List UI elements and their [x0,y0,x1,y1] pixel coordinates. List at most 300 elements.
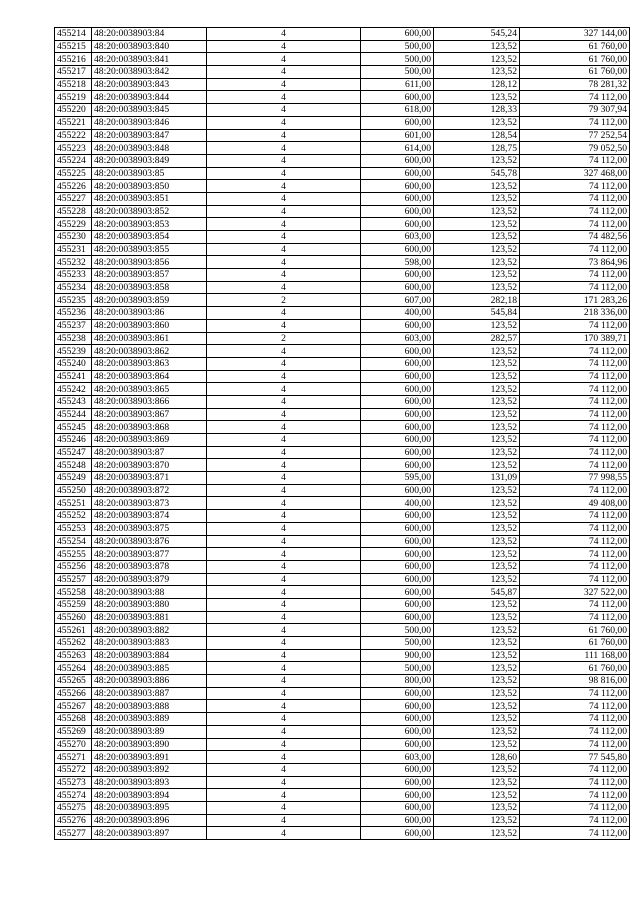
table-row [55,421,630,434]
row-id-cell: 455236 [55,307,92,320]
table-row [55,738,630,751]
specific-value-cell: 123,52 [434,560,520,573]
cadastral-cost-cell: 74 112,00 [520,395,630,408]
cadastral-cost-cell: 74 112,00 [520,180,630,193]
specific-value-cell: 123,52 [434,573,520,586]
cadastral-cost-cell: 74 112,00 [520,408,630,421]
row-id-cell: 455235 [55,294,92,307]
specific-value-cell: 123,52 [434,687,520,700]
cadastral-number-cell: 48:20:0038903:884 [92,649,207,662]
cadastral-number-cell: 48:20:0038903:864 [92,370,207,383]
table-row [55,269,630,282]
area-cell: 500,00 [361,637,434,650]
cadastral-number-cell: 48:20:0038903:875 [92,522,207,535]
category-cell: 4 [207,751,361,764]
table-row [55,725,630,738]
table-row [55,243,630,256]
area-cell: 600,00 [361,535,434,548]
cadastral-cost-cell: 74 112,00 [520,446,630,459]
table-row [55,332,630,345]
cadastral-cost-cell: 74 112,00 [520,763,630,776]
row-id-cell: 455249 [55,472,92,485]
table-row [55,91,630,104]
cadastral-number-cell: 48:20:0038903:86 [92,307,207,320]
table-row [55,40,630,53]
cadastral-cost-cell: 218 336,00 [520,307,630,320]
cadastral-number-cell: 48:20:0038903:894 [92,789,207,802]
area-cell: 600,00 [361,421,434,434]
area-cell: 600,00 [361,167,434,180]
category-cell: 4 [207,154,361,167]
row-id-cell: 455247 [55,446,92,459]
category-cell: 2 [207,332,361,345]
row-id-cell: 455243 [55,395,92,408]
category-cell: 4 [207,116,361,129]
category-cell: 4 [207,180,361,193]
row-id-cell: 455252 [55,510,92,523]
category-cell: 4 [207,104,361,117]
category-cell: 4 [207,370,361,383]
cadastral-cost-cell: 74 112,00 [520,269,630,282]
row-id-cell: 455229 [55,218,92,231]
cadastral-number-cell: 48:20:0038903:867 [92,408,207,421]
table-row [55,28,630,41]
cadastral-number-cell: 48:20:0038903:878 [92,560,207,573]
area-cell: 900,00 [361,649,434,662]
cadastral-number-cell: 48:20:0038903:850 [92,180,207,193]
specific-value-cell: 123,52 [434,243,520,256]
specific-value-cell: 545,24 [434,28,520,41]
cadastral-value-table [54,27,630,840]
row-id-cell: 455217 [55,66,92,79]
table-row [55,713,630,726]
specific-value-cell: 123,52 [434,662,520,675]
area-cell: 600,00 [361,154,434,167]
category-cell: 4 [207,345,361,358]
category-cell: 4 [207,78,361,91]
row-id-cell: 455262 [55,637,92,650]
row-id-cell: 455258 [55,586,92,599]
specific-value-cell: 545,84 [434,307,520,320]
area-cell: 601,00 [361,129,434,142]
row-id-cell: 455255 [55,548,92,561]
specific-value-cell: 282,57 [434,332,520,345]
table-row [55,497,630,510]
area-cell: 600,00 [361,522,434,535]
specific-value-cell: 123,52 [434,611,520,624]
cadastral-cost-cell: 74 112,00 [520,357,630,370]
category-cell: 4 [207,421,361,434]
specific-value-cell: 123,52 [434,40,520,53]
specific-value-cell: 123,52 [434,497,520,510]
table-row [55,53,630,66]
cadastral-number-cell: 48:20:0038903:882 [92,624,207,637]
category-cell: 4 [207,218,361,231]
category-cell: 4 [207,611,361,624]
cadastral-number-cell: 48:20:0038903:858 [92,281,207,294]
category-cell: 4 [207,231,361,244]
cadastral-cost-cell: 74 112,00 [520,522,630,535]
cadastral-cost-cell: 79 052,50 [520,142,630,155]
table-row [55,357,630,370]
cadastral-number-cell: 48:20:0038903:844 [92,91,207,104]
table-row [55,662,630,675]
category-cell: 4 [207,624,361,637]
area-cell: 600,00 [361,357,434,370]
category-cell: 4 [207,383,361,396]
row-id-cell: 455239 [55,345,92,358]
row-id-cell: 455260 [55,611,92,624]
specific-value-cell: 128,54 [434,129,520,142]
category-cell: 4 [207,814,361,827]
row-id-cell: 455223 [55,142,92,155]
specific-value-cell: 545,78 [434,167,520,180]
category-cell: 4 [207,205,361,218]
row-id-cell: 455216 [55,53,92,66]
table-row [55,142,630,155]
area-cell: 607,00 [361,294,434,307]
specific-value-cell: 123,52 [434,814,520,827]
area-cell: 600,00 [361,345,434,358]
cadastral-cost-cell: 74 112,00 [520,192,630,205]
cadastral-cost-cell: 74 112,00 [520,91,630,104]
category-cell: 4 [207,281,361,294]
table-row [55,789,630,802]
category-cell: 4 [207,395,361,408]
specific-value-cell: 131,09 [434,472,520,485]
table-row [55,167,630,180]
cadastral-number-cell: 48:20:0038903:860 [92,319,207,332]
specific-value-cell: 123,52 [434,827,520,840]
cadastral-number-cell: 48:20:0038903:879 [92,573,207,586]
table-row [55,776,630,789]
area-cell: 600,00 [361,725,434,738]
area-cell: 603,00 [361,332,434,345]
cadastral-number-cell: 48:20:0038903:859 [92,294,207,307]
table-row [55,231,630,244]
area-cell: 500,00 [361,40,434,53]
row-id-cell: 455269 [55,725,92,738]
specific-value-cell: 123,52 [434,370,520,383]
row-id-cell: 455267 [55,700,92,713]
row-id-cell: 455237 [55,319,92,332]
cadastral-number-cell: 48:20:0038903:861 [92,332,207,345]
cadastral-cost-cell: 74 112,00 [520,700,630,713]
cadastral-cost-cell: 74 112,00 [520,484,630,497]
category-cell: 4 [207,725,361,738]
specific-value-cell: 123,52 [434,675,520,688]
area-cell: 600,00 [361,484,434,497]
specific-value-cell: 123,52 [434,789,520,802]
area-cell: 600,00 [361,814,434,827]
category-cell: 4 [207,192,361,205]
area-cell: 600,00 [361,789,434,802]
row-id-cell: 455273 [55,776,92,789]
specific-value-cell: 123,52 [434,484,520,497]
area-cell: 614,00 [361,142,434,155]
specific-value-cell: 123,52 [434,725,520,738]
cadastral-cost-cell: 74 112,00 [520,789,630,802]
cadastral-number-cell: 48:20:0038903:869 [92,434,207,447]
cadastral-number-cell: 48:20:0038903:842 [92,66,207,79]
cadastral-cost-cell: 74 112,00 [520,345,630,358]
specific-value-cell: 123,52 [434,269,520,282]
row-id-cell: 455276 [55,814,92,827]
cadastral-cost-cell: 74 112,00 [520,281,630,294]
category-cell: 2 [207,294,361,307]
cadastral-cost-cell: 74 112,00 [520,383,630,396]
table-row [55,256,630,269]
table-row [55,510,630,523]
cadastral-cost-cell: 74 112,00 [520,801,630,814]
document-page [54,27,630,840]
row-id-cell: 455232 [55,256,92,269]
specific-value-cell: 123,52 [434,319,520,332]
category-cell: 4 [207,307,361,320]
category-cell: 4 [207,586,361,599]
category-cell: 4 [207,637,361,650]
specific-value-cell: 123,52 [434,624,520,637]
row-id-cell: 455270 [55,738,92,751]
category-cell: 4 [207,66,361,79]
cadastral-cost-cell: 327 522,00 [520,586,630,599]
row-id-cell: 455274 [55,789,92,802]
area-cell: 595,00 [361,472,434,485]
specific-value-cell: 123,52 [434,738,520,751]
cadastral-cost-cell: 61 760,00 [520,40,630,53]
category-cell: 4 [207,40,361,53]
cadastral-number-cell: 48:20:0038903:85 [92,167,207,180]
specific-value-cell: 123,52 [434,218,520,231]
area-cell: 400,00 [361,307,434,320]
specific-value-cell: 123,52 [434,421,520,434]
area-cell: 600,00 [361,548,434,561]
area-cell: 600,00 [361,713,434,726]
cadastral-number-cell: 48:20:0038903:896 [92,814,207,827]
cadastral-number-cell: 48:20:0038903:886 [92,675,207,688]
area-cell: 400,00 [361,497,434,510]
cadastral-cost-cell: 74 112,00 [520,687,630,700]
row-id-cell: 455215 [55,40,92,53]
area-cell: 618,00 [361,104,434,117]
row-id-cell: 455214 [55,28,92,41]
area-cell: 600,00 [361,281,434,294]
row-id-cell: 455257 [55,573,92,586]
specific-value-cell: 123,52 [434,154,520,167]
category-cell: 4 [207,91,361,104]
category-cell: 4 [207,763,361,776]
row-id-cell: 455265 [55,675,92,688]
specific-value-cell: 282,18 [434,294,520,307]
category-cell: 4 [207,129,361,142]
cadastral-number-cell: 48:20:0038903:89 [92,725,207,738]
cadastral-cost-cell: 74 112,00 [520,116,630,129]
row-id-cell: 455256 [55,560,92,573]
table-row [55,66,630,79]
row-id-cell: 455222 [55,129,92,142]
category-cell: 4 [207,142,361,155]
table-row [55,446,630,459]
area-cell: 600,00 [361,395,434,408]
cadastral-number-cell: 48:20:0038903:873 [92,497,207,510]
area-cell: 600,00 [361,383,434,396]
cadastral-number-cell: 48:20:0038903:840 [92,40,207,53]
cadastral-number-cell: 48:20:0038903:841 [92,53,207,66]
cadastral-cost-cell: 74 112,00 [520,154,630,167]
area-cell: 600,00 [361,205,434,218]
row-id-cell: 455234 [55,281,92,294]
specific-value-cell: 123,52 [434,434,520,447]
cadastral-cost-cell: 74 112,00 [520,725,630,738]
table-row [55,560,630,573]
row-id-cell: 455259 [55,598,92,611]
table-row [55,763,630,776]
category-cell: 4 [207,434,361,447]
table-row [55,801,630,814]
specific-value-cell: 123,52 [434,231,520,244]
cadastral-number-cell: 48:20:0038903:857 [92,269,207,282]
row-id-cell: 455266 [55,687,92,700]
table-row [55,395,630,408]
cadastral-cost-cell: 74 112,00 [520,573,630,586]
cadastral-number-cell: 48:20:0038903:853 [92,218,207,231]
cadastral-cost-cell: 79 307,94 [520,104,630,117]
specific-value-cell: 128,60 [434,751,520,764]
row-id-cell: 455242 [55,383,92,396]
table-row [55,611,630,624]
cadastral-cost-cell: 77 545,80 [520,751,630,764]
category-cell: 4 [207,662,361,675]
row-id-cell: 455245 [55,421,92,434]
category-cell: 4 [207,649,361,662]
area-cell: 611,00 [361,78,434,91]
area-cell: 603,00 [361,231,434,244]
cadastral-number-cell: 48:20:0038903:87 [92,446,207,459]
area-cell: 600,00 [361,28,434,41]
cadastral-cost-cell: 74 482,56 [520,231,630,244]
table-row [55,192,630,205]
row-id-cell: 455220 [55,104,92,117]
row-id-cell: 455277 [55,827,92,840]
area-cell: 600,00 [361,573,434,586]
row-id-cell: 455221 [55,116,92,129]
cadastral-cost-cell: 49 408,00 [520,497,630,510]
category-cell: 4 [207,408,361,421]
specific-value-cell: 123,52 [434,192,520,205]
cadastral-number-cell: 48:20:0038903:862 [92,345,207,358]
table-row [55,319,630,332]
cadastral-number-cell: 48:20:0038903:855 [92,243,207,256]
row-id-cell: 455251 [55,497,92,510]
category-cell: 4 [207,713,361,726]
area-cell: 600,00 [361,91,434,104]
cadastral-number-cell: 48:20:0038903:891 [92,751,207,764]
cadastral-number-cell: 48:20:0038903:845 [92,104,207,117]
table-row [55,383,630,396]
category-cell: 4 [207,548,361,561]
area-cell: 600,00 [361,370,434,383]
category-cell: 4 [207,675,361,688]
cadastral-number-cell: 48:20:0038903:872 [92,484,207,497]
area-cell: 500,00 [361,53,434,66]
cadastral-number-cell: 48:20:0038903:852 [92,205,207,218]
table-row [55,827,630,840]
row-id-cell: 455272 [55,763,92,776]
specific-value-cell: 123,52 [434,408,520,421]
area-cell: 600,00 [361,319,434,332]
table-row [55,472,630,485]
table-row [55,180,630,193]
cadastral-number-cell: 48:20:0038903:876 [92,535,207,548]
area-cell: 600,00 [361,776,434,789]
area-cell: 600,00 [361,434,434,447]
specific-value-cell: 123,52 [434,700,520,713]
cadastral-number-cell: 48:20:0038903:854 [92,231,207,244]
area-cell: 600,00 [361,611,434,624]
specific-value-cell: 123,52 [434,459,520,472]
specific-value-cell: 123,52 [434,205,520,218]
category-cell: 4 [207,319,361,332]
table-row [55,649,630,662]
row-id-cell: 455228 [55,205,92,218]
area-cell: 600,00 [361,560,434,573]
table-row [55,281,630,294]
cadastral-cost-cell: 74 112,00 [520,510,630,523]
table-row [55,294,630,307]
category-cell: 4 [207,243,361,256]
row-id-cell: 455231 [55,243,92,256]
row-id-cell: 455248 [55,459,92,472]
cadastral-number-cell: 48:20:0038903:856 [92,256,207,269]
table-row [55,573,630,586]
specific-value-cell: 123,52 [434,116,520,129]
row-id-cell: 455218 [55,78,92,91]
area-cell: 600,00 [361,408,434,421]
row-id-cell: 455268 [55,713,92,726]
category-cell: 4 [207,256,361,269]
cadastral-cost-cell: 77 252,54 [520,129,630,142]
row-id-cell: 455226 [55,180,92,193]
category-cell: 4 [207,827,361,840]
area-cell: 600,00 [361,510,434,523]
specific-value-cell: 128,12 [434,78,520,91]
specific-value-cell: 128,33 [434,104,520,117]
table-row [55,535,630,548]
specific-value-cell: 123,52 [434,801,520,814]
cadastral-number-cell: 48:20:0038903:846 [92,116,207,129]
cadastral-number-cell: 48:20:0038903:887 [92,687,207,700]
specific-value-cell: 123,52 [434,180,520,193]
category-cell: 4 [207,446,361,459]
cadastral-cost-cell: 74 112,00 [520,459,630,472]
area-cell: 600,00 [361,598,434,611]
row-id-cell: 455224 [55,154,92,167]
cadastral-cost-cell: 61 760,00 [520,66,630,79]
table-row [55,484,630,497]
table-row [55,129,630,142]
table-row [55,751,630,764]
area-cell: 600,00 [361,116,434,129]
cadastral-cost-cell: 74 112,00 [520,776,630,789]
specific-value-cell: 123,52 [434,281,520,294]
row-id-cell: 455225 [55,167,92,180]
area-cell: 600,00 [361,801,434,814]
cadastral-number-cell: 48:20:0038903:847 [92,129,207,142]
specific-value-cell: 123,52 [434,535,520,548]
area-cell: 600,00 [361,738,434,751]
cadastral-number-cell: 48:20:0038903:883 [92,637,207,650]
row-id-cell: 455240 [55,357,92,370]
